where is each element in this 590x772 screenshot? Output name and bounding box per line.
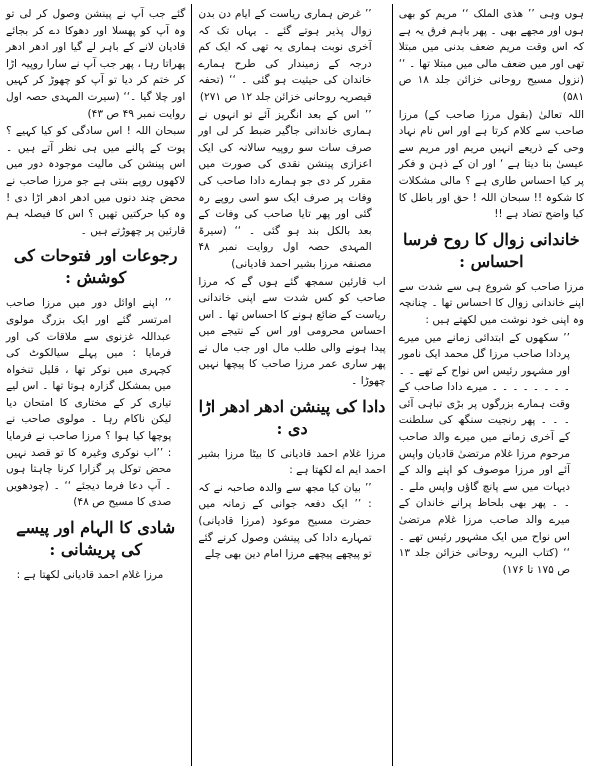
paragraph: مرزا غلام احمد قادیانی کا بیٹا مرزا بشیر احمد ایم اے لکھتا ہے :: [198, 447, 386, 477]
column-right: [393, 0, 590, 772]
quote-paragraph: ’’ بیان کیا مجھ سے والدہ صاحبہ نے کہ : ’’ ایک دفعہ جوانی کے زمانہ میں حضرت مسیح موعود (مرزا قادیانی) تمہارے دادا کی پینشن وصول کرنے گئے تو پیچھے پیچھے مرزا امام دین بھی چلے: [198, 481, 372, 561]
section-heading: خاندانی زوال کا روح فرسا احساس :: [403, 229, 580, 271]
column-middle: [192, 0, 391, 772]
column-left: [0, 0, 191, 772]
quote-paragraph: ’’ سکھوں کے ابتدائی زمانے میں میرے پردادا صاحب مرزا گل محمد ایک نامور اور مشہور رئیس اس نواح کے تھے ۔ ۔ ۔ ۔ ۔ ۔ ۔ ۔ ۔ ۔ میرے دادا صاحب کے وقت ہمارے بزرگوں پر بڑی تباہی آئی ۔ ۔ ۔ پھر رنجیت سنگھ کی سلطنت کے آخری زمانے میں میرے والد صاحب مرحوم مرزا غلام مرتضیٰ قادیان واپس آئے اور مرزا موصوف کو اپنے والد کے دیہات میں سے پانچ گاؤں واپس ملے ۔ ۔ ۔ پھر بھی بلحاظ پرانے خاندان کے میرے والد صاحب مرزا غلام مرتضیٰ اس نواح میں ایک مشہور رئیس تھے ۔ ‘‘ (کتاب البریہ روحانی خزائن جلد ۱۳ ص ۱۷۵ تا ۱۷۶): [398, 331, 571, 576]
section-heading: شادی کا الہام اور پیسے کی پریشانی :: [16, 518, 176, 560]
quote-paragraph: ’’ غرض ہماری ریاست کے ایام دن بدن زوال پذیر ہوتے گئے ۔ یہاں تک کہ آخری نوبت ہماری یہ تھی کہ ایک کم درجہ کے زمیندار کی طرح ہمارے خاندان کی حیثیت ہو گئی ۔ ‘‘ (تحفہ قیصریہ روحانی خزائن جلد ۱۲ ص ۲۷۱): [198, 8, 372, 103]
paragraph: اب قارئین سمجھ گئے ہوں گے کہ مرزا صاحب کو کس شدت سے اپنی خاندانی ریاست کے ضائع ہونے کا احساس تھا ۔ اس احساس محرومی اور اس کے نتیجے میں پیدا ہونے والی طلب مال اور جب مال نے پھر ساری عمر مرزا صاحب کا پیچھا نہیں چھوڑا ۔: [198, 275, 386, 388]
quote-paragraph: ’’ اپنے اوائل دور میں مرزا صاحب امرتسر گئے اور ایک بزرگ مولوی عبداللہ غزنوی سے ملاقات کی اور فرمایا : میں پہلے سیالکوٹ کی کچہری میں نوکر تھا ، قلیل تنخواہ میں بمشکل گزارہ ہوتا تھا ۔ اس لیے تیاری کر کے مختاری کا امتحان دیا لیکن ناکام رہا ۔ مولوی صاحب نے پوچھا کیا ہوا ؟ مرزا صاحب نے فرمایا : ’’اب نوکری وغیرہ کا تو قصد نہیں محض توکل پر گزارا کرنا چاہتا ہوں ۔ آپ دعا فرما دیجئے ‘‘ ۔ (چودھویں صدی کا مسیح ص ۴۸): [6, 297, 172, 509]
section-heading: رجوعات اور فتوحات کی کوشش :: [13, 246, 178, 288]
paragraph: اللہ تعالیٰ (بقول مرزا صاحب کے) مرزا صاحب سے کلام کرتا ہے اور اس نام نہاد وحی کے ذریعے انہیں مریم اور مریم سے عیسیٰ بنا دیتا ہے ‘ اور ان کے ذہن و فکر پر کیا احساس طاری ہے ؟ مالی مشکلات کا شکوہ !! سبحان اللہ ! حق اور باطل کا کیا واضح تضاد ہے !!: [398, 108, 585, 221]
paragraph: مرزا صاحب کو شروع ہی سے شدت سے اپنے خاندانی زوال کا احساس تھا ۔ چنانچہ وہ اپنی خود نوشت میں لکھتے ہیں :: [398, 280, 585, 326]
quote-paragraph: ’’ اس کے بعد انگریز آئے تو انہوں نے ہماری خاندانی جاگیر ضبط کر لی اور صرف سات سو روپیہ سالانہ کی ایک اعزازی پینشن نقدی کی صورت میں مقرر کر دی جو ہمارے دادا صاحب کی وفات پر صرف ایک سو اسی روپے رہ گئی اور پھر تایا صاحب کی وفات کے بعد بالکل بند ہو گئی ۔ ‘‘ (سیرۃ المہدی حصہ اول روایت نمبر ۴۸ مصنفہ مرزا بشیر احمد قادیانی): [198, 108, 372, 270]
paragraph: سبحان اللہ ! اس سادگی کو کیا کہیے ؟ پوت کے پالنے میں ہی نظر آتے ہیں ۔ اس پینشن کی مالیت موجودہ دور میں لاکھوں روپے بنتی ہے جو مرزا صاحب نے محض چند دنوں میں ادھر ادھر اڑا دی ! وہ کیا حرکتیں تھیں ؟ اس کا فیصلہ ہم قارئین پر چھوڑتے ہیں ۔: [6, 125, 186, 237]
section-heading: دادا کی پینشن ادھر ادھر اڑا دی :: [198, 396, 386, 438]
paragraph: مرزا غلام احمد قادیانی لکھتا ہے :: [16, 569, 164, 582]
paragraph: گئے جب آپ نے پینشن وصول کر لی تو وہ آپ کو پھسلا اور دھوکا دے کر بجائے قادیان لانے کے باہر لے گیا اور ادھر ادھر پھراتا رہا ، پھر جب آپ نے سارا روپیہ اڑا کر ختم کر دیا تو آپ کو چھوڑ کر کہیں اور چلا گیا ۔‘‘ (سیرت المہدی حصہ اول روایت نمبر ۴۹ ص ۴۳): [6, 8, 186, 120]
paragraph: ہوں وہی ’’ ھذی الملک ‘‘ مریم کو بھی ہوں اور مجھے بھی ۔ پھر باہم فرق یہ ہے کہ اس وقت مریم ضعف بدنی میں مبتلا تھی اور میں ضعف مالی میں مبتلا تھا ۔ ‘‘ (نزول مسیح روحانی خزائن جلد ۱۸ ص ۵۸۱): [398, 8, 585, 103]
